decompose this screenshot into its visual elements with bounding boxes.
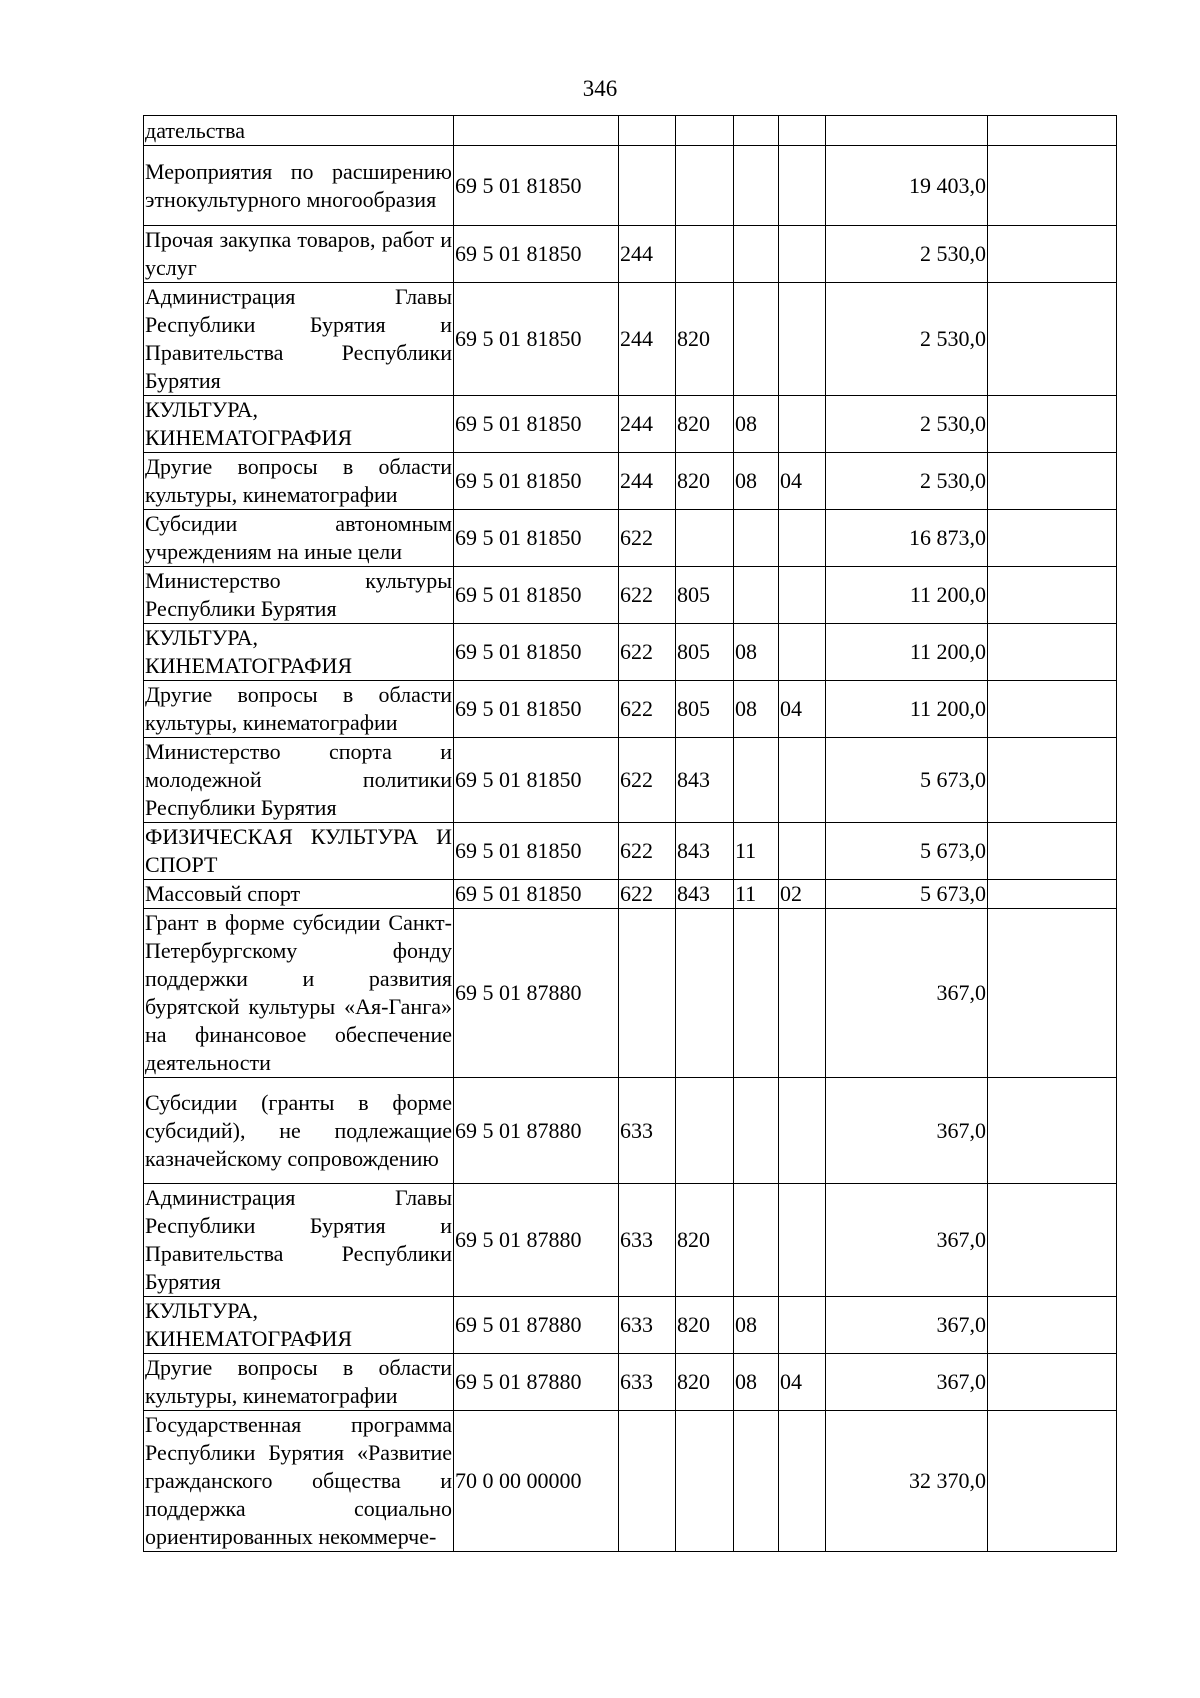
administrator-code-cell: 820 (676, 283, 734, 396)
administrator-code-cell: 820 (676, 1354, 734, 1411)
administrator-code-cell: 820 (676, 453, 734, 510)
target-article-code-cell: 69 5 01 81850 (454, 681, 619, 738)
section-code-cell (734, 1078, 779, 1184)
line-item-name-cell: Администрация Главы Республики Бурятия и Правительства Республики Бурятия (144, 1184, 454, 1297)
expense-type-code-cell: 622 (619, 738, 676, 823)
target-article-code-cell: 69 5 01 81850 (454, 146, 619, 226)
target-article-code-cell: 69 5 01 87880 (454, 1297, 619, 1354)
administrator-code-cell (676, 909, 734, 1078)
expense-type-code-cell: 633 (619, 1078, 676, 1184)
line-item-name-cell: Мероприятия по расширению этнокультурного многообразия (144, 146, 454, 226)
subsection-code-cell (779, 146, 826, 226)
subsection-code-cell (779, 226, 826, 283)
expense-type-code-cell: 622 (619, 567, 676, 624)
line-item-name-cell: КУЛЬТУРА, КИНЕМАТОГРАФИЯ (144, 1297, 454, 1354)
extra-column-cell (988, 226, 1117, 283)
section-code-cell (734, 909, 779, 1078)
amount-cell: 367,0 (826, 1184, 988, 1297)
target-article-code-cell: 69 5 01 81850 (454, 453, 619, 510)
table-row (144, 823, 1117, 880)
section-code-cell (734, 116, 779, 146)
table-row (144, 681, 1117, 738)
line-item-name-cell: Грант в форме субсидии Санкт-Петербургскому фонду поддержки и развития бурятской культуры «Ая-Ганга» на финансовое обеспечение деятельности (144, 909, 454, 1078)
target-article-code-cell: 69 5 01 87880 (454, 909, 619, 1078)
expense-type-code-cell: 244 (619, 453, 676, 510)
target-article-code-cell: 69 5 01 81850 (454, 880, 619, 909)
amount-cell (826, 116, 988, 146)
extra-column-cell (988, 453, 1117, 510)
subsection-code-cell: 04 (779, 1354, 826, 1411)
table-row (144, 1411, 1117, 1552)
section-code-cell (734, 1411, 779, 1552)
subsection-code-cell (779, 1184, 826, 1297)
expense-type-code-cell: 622 (619, 880, 676, 909)
expense-type-code-cell (619, 909, 676, 1078)
expense-type-code-cell: 633 (619, 1354, 676, 1411)
section-code-cell: 11 (734, 880, 779, 909)
extra-column-cell (988, 909, 1117, 1078)
subsection-code-cell: 04 (779, 681, 826, 738)
amount-cell: 11 200,0 (826, 624, 988, 681)
subsection-code-cell (779, 738, 826, 823)
extra-column-cell (988, 681, 1117, 738)
subsection-code-cell (779, 1297, 826, 1354)
administrator-code-cell (676, 146, 734, 226)
target-article-code-cell: 69 5 01 87880 (454, 1354, 619, 1411)
target-article-code-cell: 69 5 01 81850 (454, 226, 619, 283)
administrator-code-cell: 820 (676, 396, 734, 453)
amount-cell: 16 873,0 (826, 510, 988, 567)
line-item-name-cell: Субсидии автономным учреждениям на иные цели (144, 510, 454, 567)
table-row (144, 146, 1117, 226)
line-item-name-cell: Другие вопросы в области культуры, кинематографии (144, 1354, 454, 1411)
target-article-code-cell: 69 5 01 81850 (454, 510, 619, 567)
budget-table (143, 115, 1117, 1552)
line-item-name-cell: ФИЗИЧЕСКАЯ КУЛЬТУРА И СПОРТ (144, 823, 454, 880)
administrator-code-cell (676, 1411, 734, 1552)
subsection-code-cell (779, 823, 826, 880)
table-row (144, 880, 1117, 909)
extra-column-cell (988, 738, 1117, 823)
target-article-code-cell: 69 5 01 81850 (454, 396, 619, 453)
table-row (144, 1354, 1117, 1411)
administrator-code-cell (676, 226, 734, 283)
line-item-name-cell: Субсидии (гранты в форме субсидий), не подлежащие казначейскому сопровождению (144, 1078, 454, 1184)
expense-type-code-cell: 633 (619, 1184, 676, 1297)
section-code-cell: 08 (734, 1297, 779, 1354)
amount-cell: 19 403,0 (826, 146, 988, 226)
amount-cell: 11 200,0 (826, 567, 988, 624)
section-code-cell (734, 1184, 779, 1297)
administrator-code-cell: 820 (676, 1297, 734, 1354)
subsection-code-cell: 04 (779, 453, 826, 510)
subsection-code-cell (779, 624, 826, 681)
section-code-cell (734, 567, 779, 624)
amount-cell: 2 530,0 (826, 226, 988, 283)
amount-cell: 5 673,0 (826, 738, 988, 823)
table-row (144, 510, 1117, 567)
table-row (144, 396, 1117, 453)
line-item-name-cell: Администрация Главы Республики Бурятия и Правительства Республики Бурятия (144, 283, 454, 396)
administrator-code-cell: 843 (676, 738, 734, 823)
extra-column-cell (988, 510, 1117, 567)
target-article-code-cell: 69 5 01 87880 (454, 1184, 619, 1297)
section-code-cell (734, 146, 779, 226)
extra-column-cell (988, 624, 1117, 681)
amount-cell: 2 530,0 (826, 283, 988, 396)
expense-type-code-cell: 244 (619, 226, 676, 283)
section-code-cell (734, 738, 779, 823)
line-item-name-cell: Государственная программа Республики Бурятия «Развитие гражданского общества и поддержка социально ориентированных некоммерче- (144, 1411, 454, 1552)
administrator-code-cell (676, 1078, 734, 1184)
subsection-code-cell (779, 1411, 826, 1552)
section-code-cell: 08 (734, 396, 779, 453)
extra-column-cell (988, 880, 1117, 909)
table-row (144, 567, 1117, 624)
administrator-code-cell (676, 510, 734, 567)
subsection-code-cell (779, 909, 826, 1078)
extra-column-cell (988, 116, 1117, 146)
section-code-cell: 08 (734, 1354, 779, 1411)
target-article-code-cell: 69 5 01 81850 (454, 567, 619, 624)
administrator-code-cell: 843 (676, 880, 734, 909)
line-item-name-cell: Другие вопросы в области культуры, кинематографии (144, 453, 454, 510)
expense-type-code-cell (619, 1411, 676, 1552)
table-row (144, 624, 1117, 681)
administrator-code-cell: 805 (676, 624, 734, 681)
table-row (144, 1184, 1117, 1297)
section-code-cell: 08 (734, 453, 779, 510)
subsection-code-cell (779, 283, 826, 396)
section-code-cell (734, 510, 779, 567)
section-code-cell (734, 226, 779, 283)
table-row (144, 283, 1117, 396)
expense-type-code-cell: 622 (619, 510, 676, 567)
extra-column-cell (988, 146, 1117, 226)
subsection-code-cell (779, 396, 826, 453)
subsection-code-cell (779, 1078, 826, 1184)
amount-cell: 2 530,0 (826, 396, 988, 453)
extra-column-cell (988, 1297, 1117, 1354)
table-row (144, 226, 1117, 283)
page-number: 346 (582, 76, 618, 101)
extra-column-cell (988, 1411, 1117, 1552)
extra-column-cell (988, 1078, 1117, 1184)
amount-cell: 11 200,0 (826, 681, 988, 738)
amount-cell: 32 370,0 (826, 1411, 988, 1552)
section-code-cell (734, 283, 779, 396)
amount-cell: 367,0 (826, 1078, 988, 1184)
administrator-code-cell: 805 (676, 681, 734, 738)
administrator-code-cell: 820 (676, 1184, 734, 1297)
table-row (144, 909, 1117, 1078)
target-article-code-cell: 69 5 01 81850 (454, 823, 619, 880)
amount-cell: 367,0 (826, 1297, 988, 1354)
expense-type-code-cell: 622 (619, 681, 676, 738)
line-item-name-cell: Массовый спорт (144, 880, 454, 909)
target-article-code-cell: 69 5 01 81850 (454, 738, 619, 823)
line-item-name-cell: дательства (144, 116, 454, 146)
subsection-code-cell (779, 510, 826, 567)
target-article-code-cell: 70 0 00 00000 (454, 1411, 619, 1552)
table-row (144, 1297, 1117, 1354)
expense-type-code-cell (619, 116, 676, 146)
amount-cell: 367,0 (826, 1354, 988, 1411)
section-code-cell: 11 (734, 823, 779, 880)
amount-cell: 2 530,0 (826, 453, 988, 510)
expense-type-code-cell: 633 (619, 1297, 676, 1354)
section-code-cell: 08 (734, 624, 779, 681)
subsection-code-cell (779, 567, 826, 624)
line-item-name-cell: Прочая закупка товаров, работ и услуг (144, 226, 454, 283)
line-item-name-cell: Другие вопросы в области культуры, кинематографии (144, 681, 454, 738)
target-article-code-cell: 69 5 01 81850 (454, 624, 619, 681)
line-item-name-cell: Министерство спорта и молодежной политики Республики Бурятия (144, 738, 454, 823)
subsection-code-cell: 02 (779, 880, 826, 909)
expense-type-code-cell (619, 146, 676, 226)
table-row (144, 116, 1117, 146)
expense-type-code-cell: 622 (619, 624, 676, 681)
expense-type-code-cell: 244 (619, 396, 676, 453)
expense-type-code-cell: 244 (619, 283, 676, 396)
amount-cell: 5 673,0 (826, 823, 988, 880)
extra-column-cell (988, 567, 1117, 624)
line-item-name-cell: КУЛЬТУРА, КИНЕМАТОГРАФИЯ (144, 396, 454, 453)
subsection-code-cell (779, 116, 826, 146)
administrator-code-cell: 805 (676, 567, 734, 624)
table-row (144, 738, 1117, 823)
extra-column-cell (988, 1354, 1117, 1411)
line-item-name-cell: Министерство культуры Республики Бурятия (144, 567, 454, 624)
target-article-code-cell: 69 5 01 81850 (454, 283, 619, 396)
amount-cell: 5 673,0 (826, 880, 988, 909)
administrator-code-cell (676, 116, 734, 146)
expense-type-code-cell: 622 (619, 823, 676, 880)
section-code-cell: 08 (734, 681, 779, 738)
extra-column-cell (988, 396, 1117, 453)
target-article-code-cell (454, 116, 619, 146)
target-article-code-cell: 69 5 01 87880 (454, 1078, 619, 1184)
amount-cell: 367,0 (826, 909, 988, 1078)
table-row (144, 1078, 1117, 1184)
extra-column-cell (988, 283, 1117, 396)
table-row (144, 453, 1117, 510)
administrator-code-cell: 843 (676, 823, 734, 880)
extra-column-cell (988, 823, 1117, 880)
line-item-name-cell: КУЛЬТУРА, КИНЕМАТОГРАФИЯ (144, 624, 454, 681)
extra-column-cell (988, 1184, 1117, 1297)
